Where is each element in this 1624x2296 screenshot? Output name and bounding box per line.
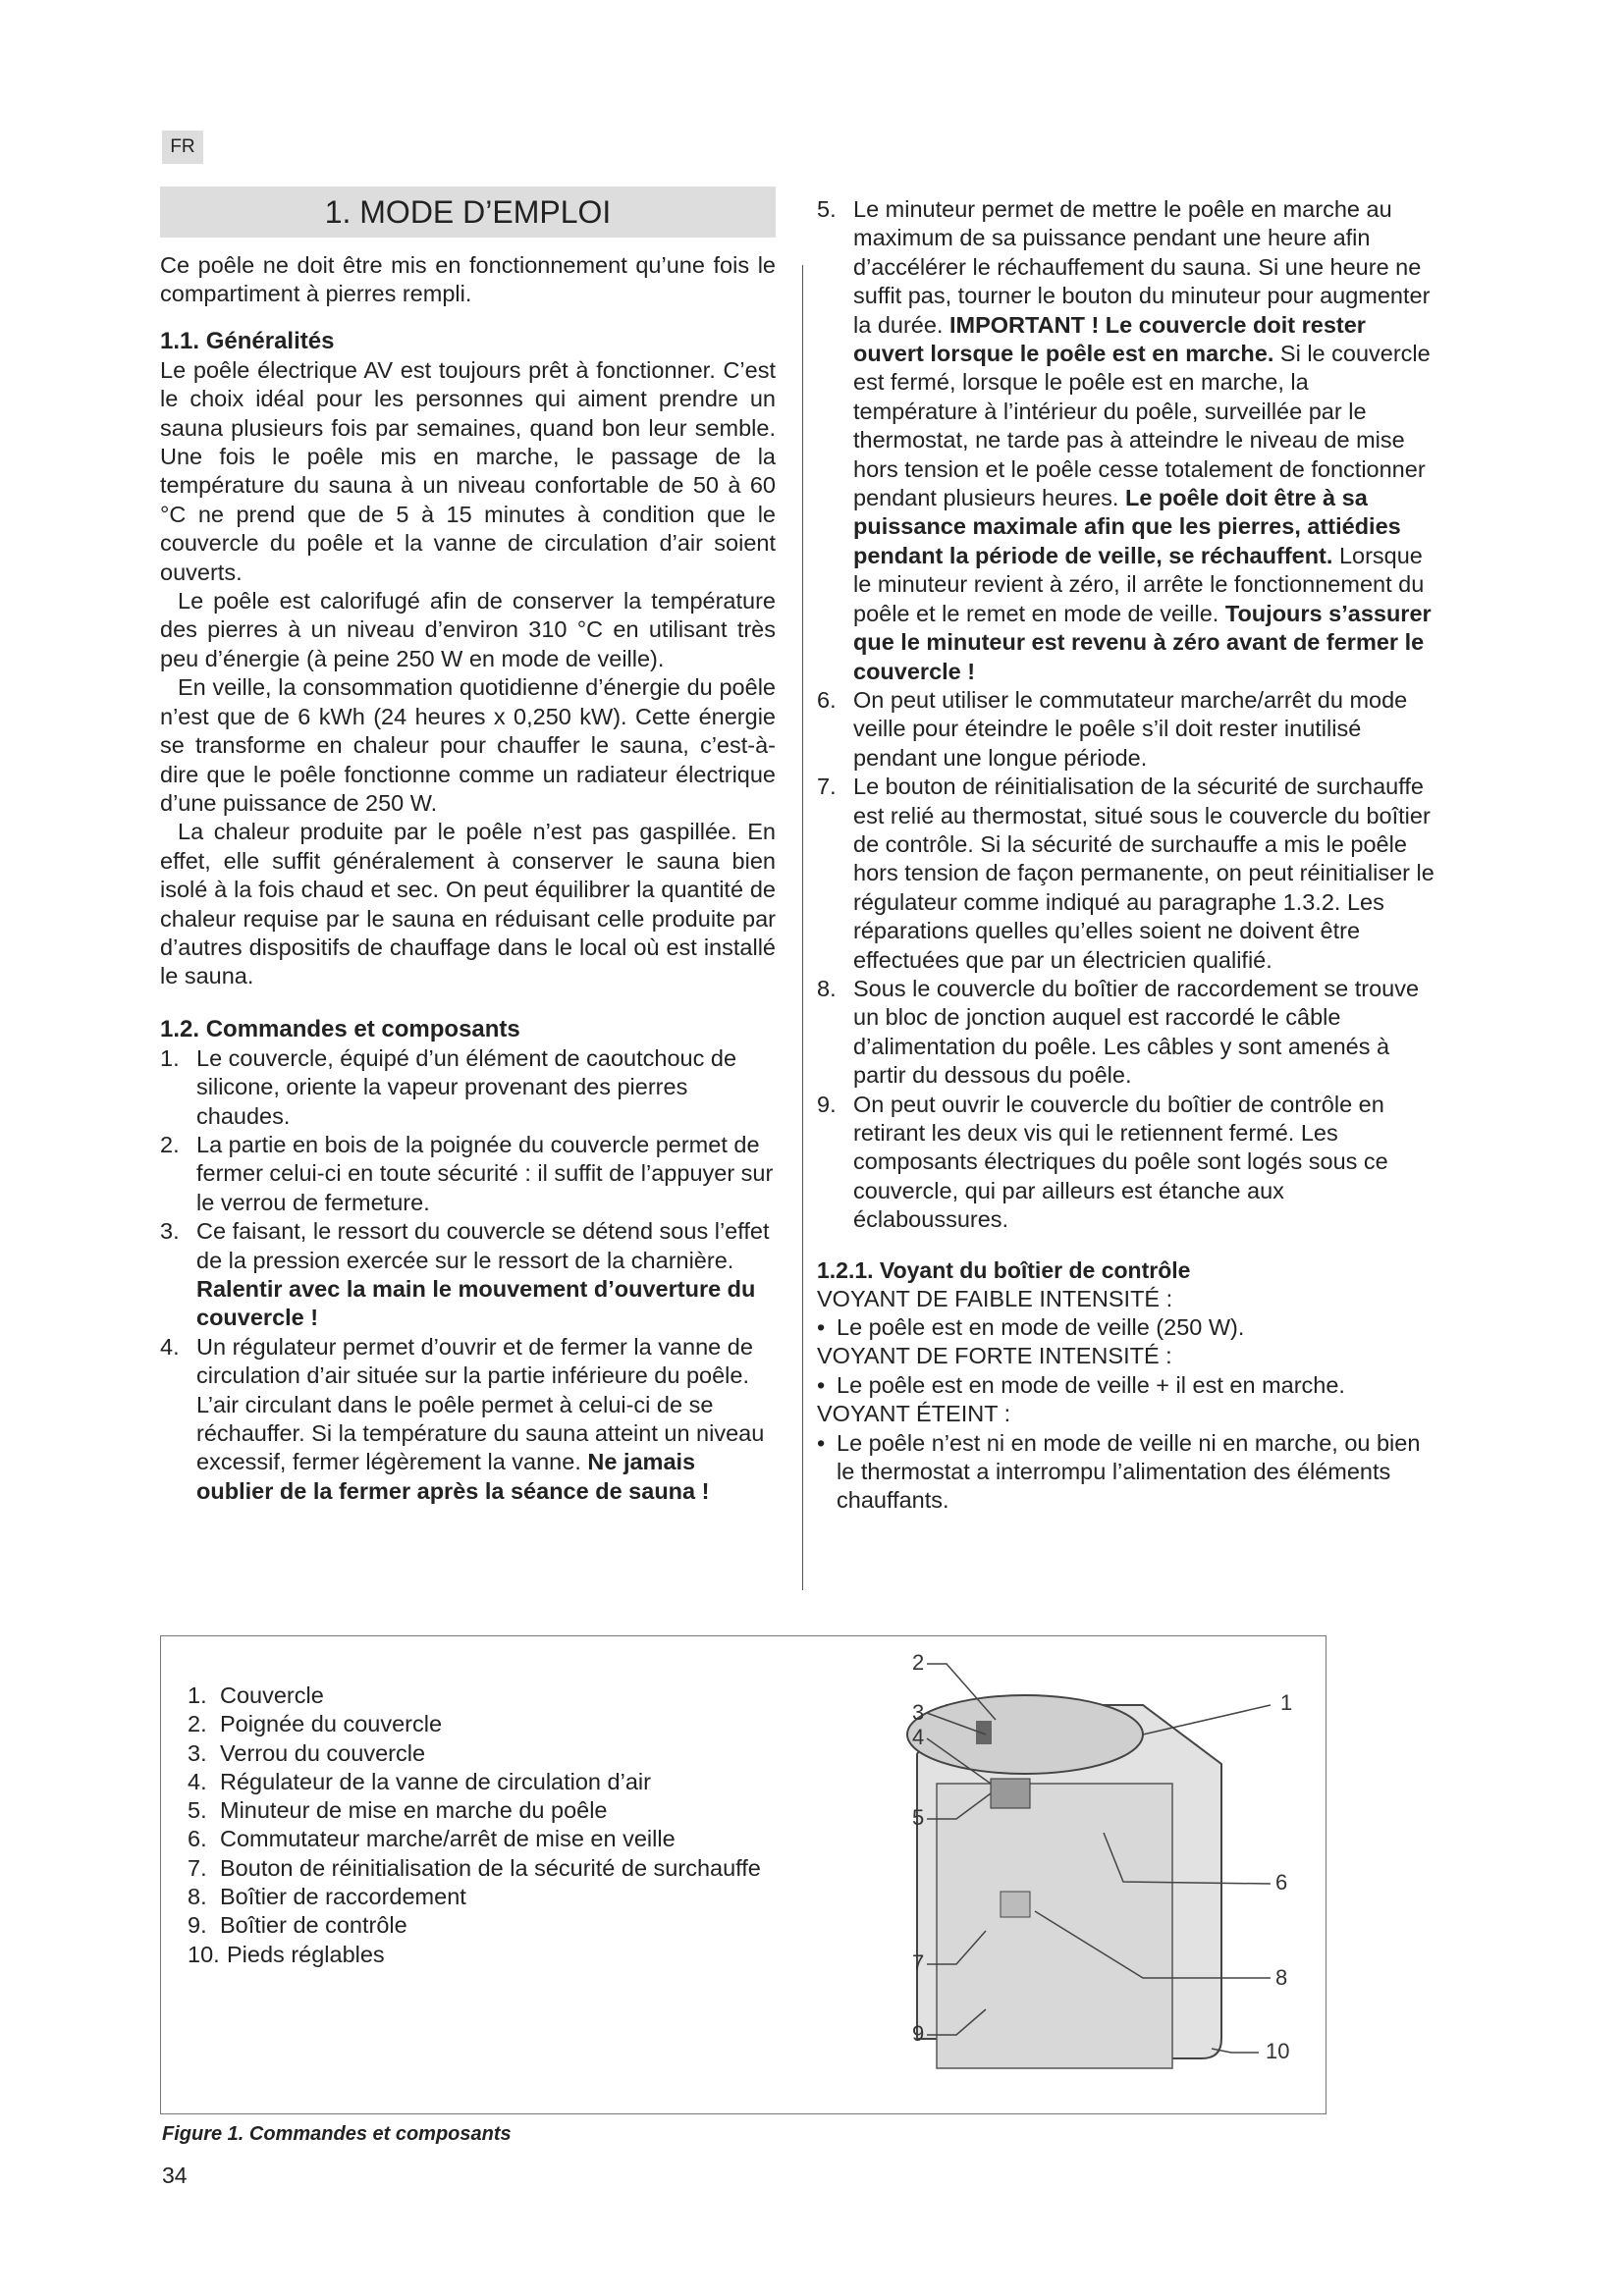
intro: Ce poêle ne doit être mis en fonctionnement qu’une fois le compartiment à pierres rempli. bbox=[160, 252, 776, 307]
paragraph: La chaleur produite par le poêle n’est pas gaspillée. En effet, elle suffit généralement à conserver le sauna bien isolé à la fois chaud et sec. On peut équilibrer la quantité de chaleur requise par le sauna en réduisant celle produite par d’autres dispositifs de chauffage dans le local où est installé le sauna. bbox=[160, 819, 776, 989]
callout-7: 7 bbox=[912, 1950, 925, 1975]
subsection-heading: 1.2.1. Voyant du boîtier de contrôle bbox=[817, 1256, 1191, 1283]
paragraph: Le poêle électrique AV est toujours prêt à fonctionner. C’est le choix idéal pour les personnes qui aiment prendre un sauna plusieurs fois par semaines, quand bon leur semble. Une fois le poêle mis en marche, le passage de la température du sauna à un niveau confortable de 50 à 60 °C ne prend que de 5 à 15 minutes à condition que le couvercle du poêle et la vanne de circulation d’air soient ouverts. bbox=[160, 356, 776, 585]
list-item: 8. Sous le couvercle du boîtier de raccordement se trouve un bloc de jonction auquel est raccordé le câble d’alimentation du poêle. Les câbles y sont amenés à partir du dessous du poêle. bbox=[817, 975, 1420, 1089]
callout-4: 4 bbox=[912, 1725, 925, 1749]
legend-item: 5. Minuteur de mise en marche du poêle bbox=[188, 1797, 608, 1824]
legend-item: 2. Poignée du couvercle bbox=[188, 1711, 443, 1737]
callout-1: 1 bbox=[1280, 1690, 1293, 1715]
legend-item: 8. Boîtier de raccordement bbox=[188, 1884, 466, 1910]
components-list bbox=[160, 1044, 776, 1507]
legend-item: 3. Verrou du couvercle bbox=[188, 1739, 426, 1766]
callout-8: 8 bbox=[1275, 1965, 1288, 1990]
legend-item: 10. Pieds réglables bbox=[188, 1941, 385, 1967]
components-list-cont bbox=[817, 195, 1437, 1235]
callout-5: 5 bbox=[912, 1805, 925, 1830]
legend-item: 1. Couvercle bbox=[188, 1682, 324, 1708]
list-item: 5. Le minuteur permet de mettre le poêle en marche au maximum de sa puissance pendant une heure afin d’accélérer le réchauffement du sauna. Si une heure ne suffit pas, tourner le bouton du minuteur pour augmenter la durée. IMPORTANT ! Le couvercle doit rester ouvert lorsque le poêle est en marche. Si le couvercle est fermé, lorsque le poêle est en marche, la température à l’intérieur du poêle, surveillée par le thermostat, ne tarde pas à atteindre le niveau de mise hors tension et le poêle cesse totalement de fonctionner pendant plusieurs heures. Le poêle doit être à sa puissance maximale afin que les pierres, attiédies pendant la période de veille, se réchauffent. Lorsque le minuteur revient à zéro, il arrête le fonctionnement du poêle et le remet en mode de veille. Toujours s’assurer que le minuteur est revenu à zéro avant de fermer le couvercle ! bbox=[817, 196, 1432, 684]
indicator-label: VOYANT DE FAIBLE INTENSITÉ : bbox=[817, 1285, 1173, 1311]
paragraph: En veille, la consommation quotidienne d’énergie du poêle n’est que de 6 kWh (24 heures x 0,250 kW). Cette énergie se transforme en chaleur pour chauffer le sauna, c’est-à-dire que le poêle fonctionne comme un radiateur électrique d’une puissance de 250 W. bbox=[160, 674, 776, 816]
list-item: 7. Le bouton de réinitialisation de la sécurité de surchauffe est relié au thermostat, situé sous le couvercle du boîtier de contrôle. Si la sécurité de surchauffe a mis le poêle hors tension de façon permanente, on peut réinitialiser le régulateur comme indiqué au paragraphe 1.3.2. Les réparations quelles qu’elles soient ne doivent être effectuées que par un électricien qualifié. bbox=[817, 774, 1435, 973]
right-column bbox=[817, 195, 1437, 1516]
paragraph: Le poêle est calorifugé afin de conserver la température des pierres à un niveau d’environ 310 °C en utilisant très peu d’énergie (à peine 250 W en mode de veille). bbox=[160, 588, 776, 671]
callout-9: 9 bbox=[912, 2021, 925, 2046]
section-heading: 1.2. Commandes et composants bbox=[160, 1015, 520, 1042]
list-item: 3. Ce faisant, le ressort du couvercle se détend sous l’effet de la pression exercée sur le ressort de la charnière. Ralentir avec la main le mouvement d’ouverture du couvercle ! bbox=[160, 1218, 770, 1331]
page-title: 1. MODE D’EMPLOI bbox=[160, 187, 776, 238]
stove-diagram bbox=[161, 1636, 1327, 2115]
bullet-item: • Le poêle est en mode de veille + il est en marche. bbox=[817, 1371, 1437, 1400]
list-item: 2. La partie en bois de la poignée du couvercle permet de fermer celui-ci en toute sécurité : il suffit de l’appuyer sur le verrou de fermeture. bbox=[160, 1131, 774, 1215]
list-item: 1. Le couvercle, équipé d’un élément de caoutchouc de silicone, oriente la vapeur provenant des pierres chaudes. bbox=[160, 1044, 737, 1129]
legend-item: 9. Boîtier de contrôle bbox=[188, 1912, 407, 1939]
list-item: 4. Un régulateur permet d’ouvrir et de fermer la vanne de circulation d’air située sur la partie inférieure du poêle. L’air circulant dans le poêle permet à celui-ci de se réchauffer. Si la température du sauna atteint un niveau excessif, fermer légèrement la vanne. Ne jamais oublier de la fermer après la séance de sauna ! bbox=[160, 1333, 765, 1504]
callout-6: 6 bbox=[1275, 1870, 1288, 1895]
legend-item: 6. Commutateur marche/arrêt de mise en veille bbox=[188, 1826, 676, 1852]
callout-3: 3 bbox=[912, 1700, 925, 1725]
language-badge: FR bbox=[162, 131, 203, 164]
indicator-label: VOYANT DE FORTE INTENSITÉ : bbox=[817, 1343, 1172, 1369]
left-column bbox=[160, 187, 776, 1506]
callout-2: 2 bbox=[912, 1650, 925, 1675]
legend-item: 7. Bouton de réinitialisation de la sécurité de surchauffe bbox=[188, 1854, 761, 1881]
figure-box bbox=[160, 1635, 1326, 2114]
indicator-label: VOYANT ÉTEINT : bbox=[817, 1401, 1011, 1427]
section-heading: 1.1. Généralités bbox=[160, 327, 335, 354]
column-divider bbox=[802, 265, 803, 1590]
bullet-item: • Le poêle est en mode de veille (250 W). bbox=[817, 1313, 1437, 1342]
list-item: 9. On peut ouvrir le couvercle du boîtier de contrôle en retirant les deux vis qui le retiennent fermé. Les composants électriques du poêle sont logés sous ce couvercle, qui par ailleurs est étanche aux éclaboussures. bbox=[817, 1091, 1388, 1233]
legend-item: 4. Régulateur de la vanne de circulation d’air bbox=[188, 1768, 651, 1794]
page-number: 34 bbox=[162, 2163, 188, 2188]
bullet-item: • Le poêle n’est ni en mode de veille ni en marche, ou bien le thermostat a interrompu l’alimentation des éléments chauffants. bbox=[817, 1429, 1437, 1516]
list-item: 6. On peut utiliser le commutateur marche/arrêt du mode veille pour éteindre le poêle s’il doit rester inutilisé pendant une longue période. bbox=[817, 686, 1408, 771]
callout-10: 10 bbox=[1266, 2039, 1290, 2063]
figure-caption: Figure 1. Commandes et composants bbox=[162, 2123, 512, 2145]
